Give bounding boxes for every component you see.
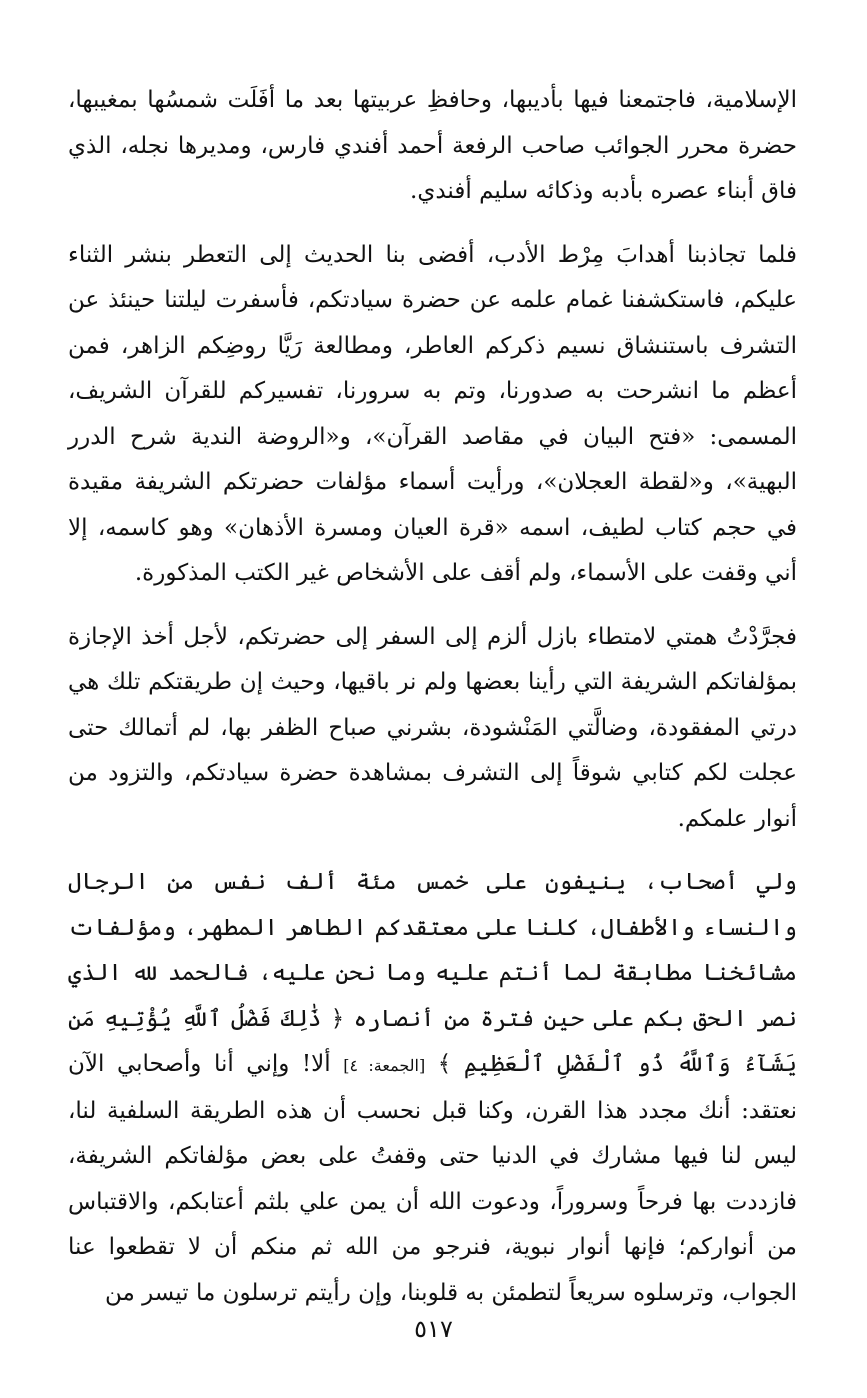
paragraph-3: فجرَّدْتُ همتي لامتطاء بازل ألزم إلى السفر إلى حضرتكم، لأجل أخذ الإجازة بمؤلفاتكم الشريفة التي رأينا بعضها ولم نر باقيها، وحيث إن طريقتكم تلك هي درتي المفقودة، وضالَّتي المَنْشودة، بشرني صباح الظفر بها، لم أتمالك حتى عجلت لكم كتابي شوقاً إلى التشرف بمشاهدة حضرة سيادتكم، والتزود من أنوار علمكم. [68, 623, 797, 832]
paragraph-4-text-after: ألا! وإني أنا وأصحابي الآن نعتقد: أنك مجدد هذا القرن، وكنا قبل نحسب أن هذه الطريقة السلفية لنا، ليس لنا فيها مشارك في الدنيا حتى وقفتُ على بعض مؤلفاتكم الشريفة، فازددت بها فرحاً وسروراً، ودعوت الله أن يمن علي بلثم أعتابكم، والاقتباس من أنواركم؛ فإنها أنوار نبوية، فنرجو من الله ثم منكم أن لا تقطعوا عنا الجواب، وترسلوه سريعاً لتطمئن به قلوبنا، وإن رأيتم ترسلون ما تيسر من [68, 1051, 797, 1306]
paragraph-1: الإسلامية، فاجتمعنا فيها بأديبها، وحافظِ عربيتها بعد ما أفَلَت شمسُها بمغيبها، حضرة محرر الجوائب صاحب الرفعة أحمد أفندي فارس، ومديرها نجله، الذي فاق أبناء عصره بأدبه وذكائه سليم أفندي. [68, 87, 797, 204]
page-number: ٥١٧ [414, 1315, 453, 1343]
paragraph-4 [68, 860, 797, 1316]
paragraph-2: فلما تجاذبنا أهدابَ مِرْط الأدب، أفضى بنا الحديث إلى التعطر بنشر الثناء عليكم، فاستكشفنا غمام علمه عن حضرة سيادتكم، فأسفرت ليلتنا حينئذ عن التشرف باستنشاق نسيم ذكركم العاطر، ومطالعة رَيَّا روضِكم الزاهر، فمن أعظم ما انشرحت به صدورنا، وتم به سرورنا، تفسيركم للقرآن الشريف، المسمى: «فتح البيان في مقاصد القرآن»، و«الروضة الندية شرح الدرر البهية»، و«لقطة العجلان»، ورأيت أسماء مؤلفات حضرتكم الشريفة مقيدة في حجم كتاب لطيف، اسمه «قرة العيان ومسرة الأذهان» وهو كاسمه، إلا أني وقفت على الأسماء، ولم أقف على الأشخاص غير الكتب المذكورة. [68, 241, 797, 586]
quran-reference: [الجمعة: ٤] [343, 1056, 426, 1075]
paragraph-4-text-before: ولي أصحاب، ينيفون على خمس مئة ألف نفس من الرجال والنساء والأطفال، كلنا على معتقدكم الطاهر المطهر، ومؤلفات مشائخنا مطابقة لما أنتم عليه وما نحن عليه، فالحمد لله الذي نصر الحق بكم على حين فترة من أنصاره ﴿ ذَٰلِكَ فَضْلُ ٱللَّهِ يُؤْتِيهِ مَن يَشَآءُ وَٱللَّهُ ذُو ٱلْفَضْلِ ٱلْعَظِيمِ ﴾ [68, 869, 798, 1077]
